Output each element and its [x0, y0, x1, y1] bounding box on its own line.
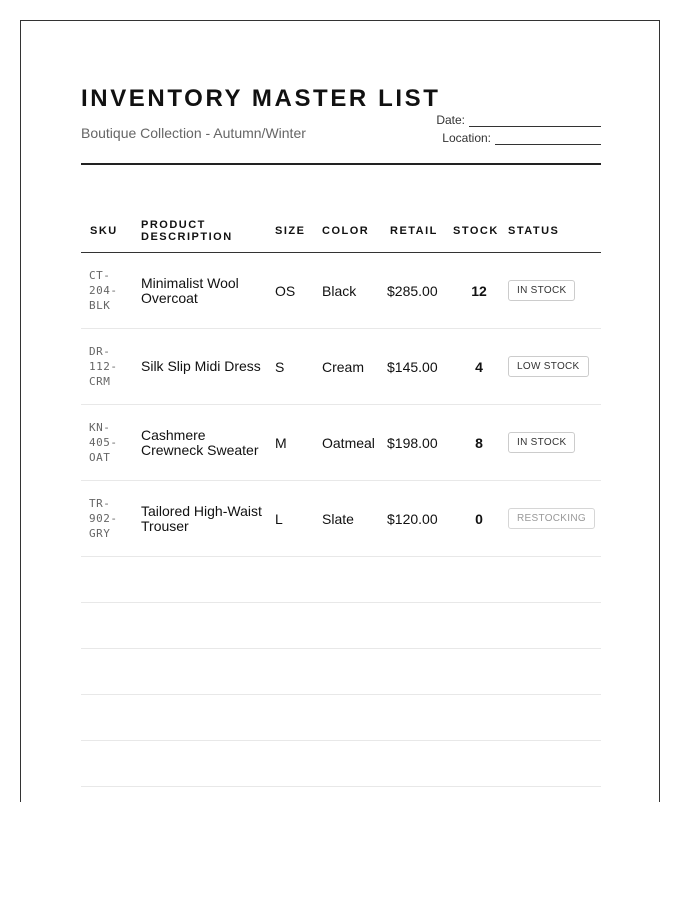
inventory-table — [81, 209, 601, 787]
date-field[interactable] — [436, 109, 601, 127]
header-divider — [81, 163, 601, 165]
status-cell — [508, 432, 601, 453]
retail-cell: $198.00 — [387, 434, 438, 451]
status-cell — [508, 280, 601, 301]
header-description-line1: PRODUCT — [141, 218, 206, 231]
empty-table-row[interactable] — [81, 649, 601, 695]
header-status: STATUS — [508, 224, 560, 237]
header-sku: SKU — [90, 224, 118, 237]
inventory-sheet — [20, 20, 660, 802]
location-blank-line[interactable] — [495, 132, 601, 145]
table-row[interactable] — [81, 405, 601, 481]
sku-part: DR- — [89, 345, 111, 358]
description-cell: Tailored High-Waist Trouser — [141, 502, 262, 534]
status-cell — [508, 356, 601, 377]
sku-part: KN- — [89, 421, 111, 434]
header-size: SIZE — [275, 224, 306, 237]
meta-fields — [436, 109, 601, 145]
table-header — [81, 209, 601, 253]
location-label: Location: — [442, 131, 491, 145]
color-cell: Cream — [322, 358, 365, 375]
description-cell: Minimalist Wool Overcoat — [141, 274, 239, 306]
stock-cell: 4 — [475, 358, 483, 375]
status-badge: LOW STOCK — [508, 356, 589, 377]
empty-table-row[interactable] — [81, 603, 601, 649]
table-row[interactable] — [81, 329, 601, 405]
empty-table-row[interactable] — [81, 557, 601, 603]
sku-cell — [81, 344, 141, 389]
retail-cell: $145.00 — [387, 358, 438, 375]
empty-table-row[interactable] — [81, 695, 601, 741]
sku-part: CT- — [89, 269, 111, 282]
header-description — [141, 219, 275, 243]
size-cell: OS — [275, 282, 296, 299]
sku-cell — [81, 420, 141, 465]
sku-cell — [81, 268, 141, 313]
sku-part: 112- — [89, 360, 118, 373]
sku-part: GRY — [89, 527, 111, 540]
header-retail: RETAIL — [390, 224, 438, 237]
size-cell: S — [275, 358, 285, 375]
sku-part: 405- — [89, 436, 118, 449]
page-subtitle: Boutique Collection - Autumn/Winter — [81, 125, 306, 141]
size-cell: M — [275, 434, 287, 451]
sku-cell — [81, 496, 141, 541]
header-description-line2: DESCRIPTION — [141, 230, 233, 243]
location-field[interactable] — [436, 127, 601, 145]
description-cell: Cashmere Crewneck Sweater — [141, 426, 259, 458]
sku-part: TR- — [89, 497, 111, 510]
sku-part: 902- — [89, 512, 118, 525]
empty-table-row[interactable] — [81, 741, 601, 787]
sku-part: BLK — [89, 299, 111, 312]
stock-cell: 12 — [471, 282, 487, 299]
stock-cell: 8 — [475, 434, 483, 451]
status-badge: IN STOCK — [508, 432, 575, 453]
retail-cell: $285.00 — [387, 282, 438, 299]
status-badge: RESTOCKING — [508, 508, 595, 529]
retail-cell: $120.00 — [387, 510, 438, 527]
stock-cell: 0 — [475, 510, 483, 527]
description-cell: Silk Slip Midi Dress — [141, 358, 261, 374]
header-stock: STOCK — [453, 224, 499, 237]
status-cell — [508, 508, 601, 529]
sku-part: 204- — [89, 284, 118, 297]
color-cell: Oatmeal — [322, 434, 375, 451]
header-color: COLOR — [322, 224, 370, 237]
table-row[interactable] — [81, 481, 601, 557]
color-cell: Black — [322, 282, 357, 299]
status-badge: IN STOCK — [508, 280, 575, 301]
size-cell: L — [275, 510, 283, 527]
date-blank-line[interactable] — [469, 114, 601, 127]
sku-part: CRM — [89, 375, 111, 388]
date-label: Date: — [436, 113, 465, 127]
table-row[interactable] — [81, 253, 601, 329]
color-cell: Slate — [322, 510, 354, 527]
sku-part: OAT — [89, 451, 111, 464]
page-title: INVENTORY MASTER LIST — [81, 85, 441, 112]
